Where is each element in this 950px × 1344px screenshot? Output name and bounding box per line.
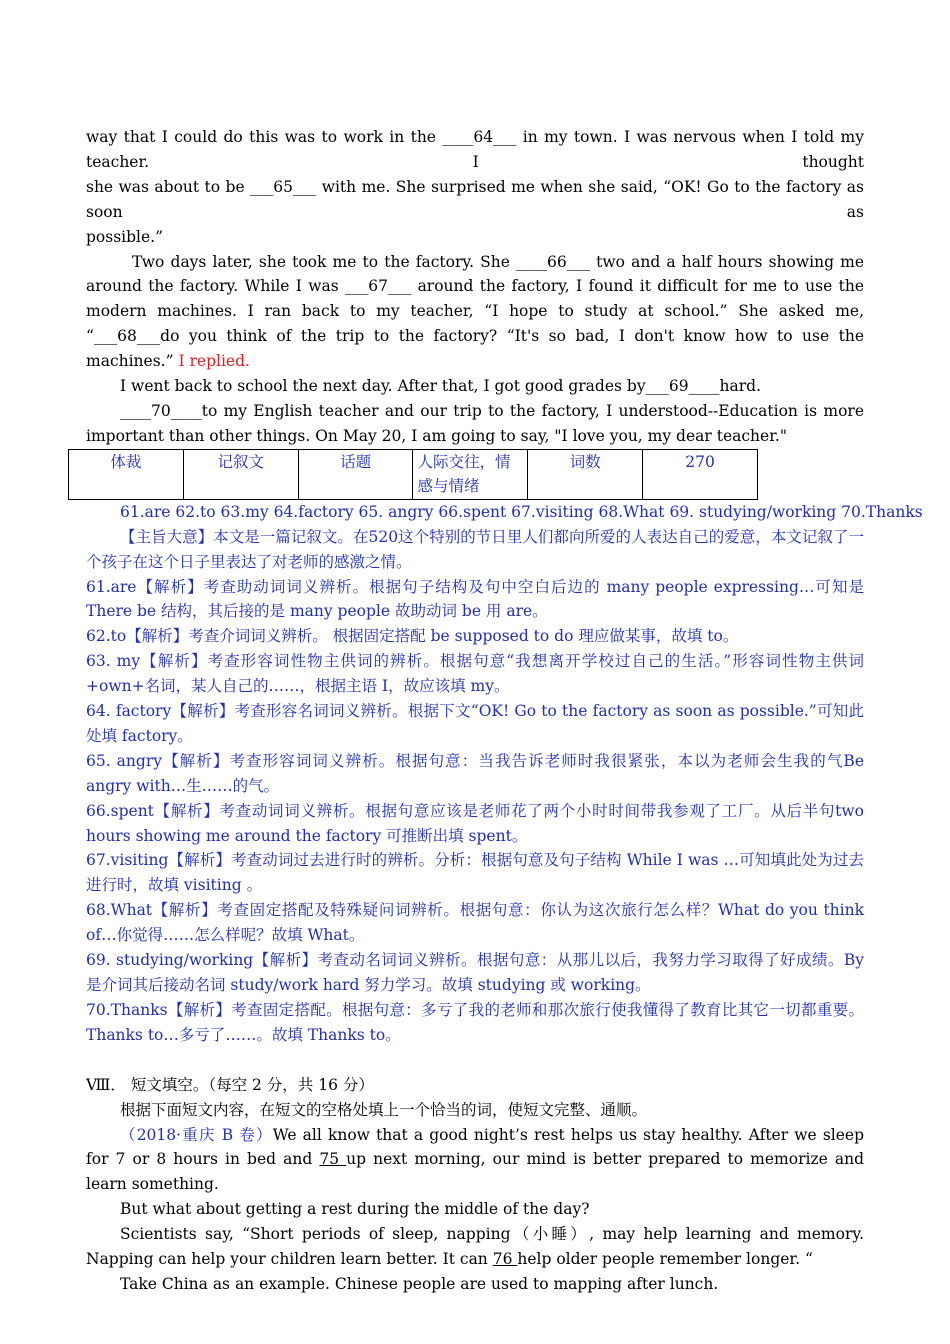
paragraph-text: Two days later, she took me to the factory. She ____66___ two and a half hours showing me around the factory. While I was ___67___ around the factory, I found it difficult for me to use the modern machines. I ran back to my teacher, “I hope to study at school.” She asked me, “___68___do you think of the trip to the factory? “It's so bad, I don't know how to use the machines.” bbox=[86, 252, 864, 371]
section-viii bbox=[86, 1073, 864, 1297]
passage-line: possible.” bbox=[86, 227, 164, 246]
analysis-item: 65. angry【解析】考查形容词词义辨析。根据句意：当我告诉老师时我很紧张，本以为老师会生我的气Be angry with…生……的气。 bbox=[86, 751, 864, 795]
table-cell-wordcount-label: 词数 bbox=[528, 449, 643, 499]
analysis-summary: 【主旨大意】本文是一篇记叙文。在520这个特别的节日里人们都向所爱的人表达自己的爱意，本文记叙了一个孩子在这个日子里表达了对老师的感激之情。 bbox=[86, 527, 864, 571]
analysis-item: 64. factory【解析】考查形容名词词义辨析。根据下文“OK! Go to the factory as soon as possible.”可知此处填 factory。 bbox=[86, 702, 864, 745]
analysis-item: 67.visiting【解析】考查动词过去进行时的辨析。分析：根据句意及句子结构 While I was …可知填此处为过去进行时，故填 visiting 。 bbox=[86, 851, 864, 895]
section-heading: Ⅷ． 短文填空。（每空 2 分，共 16 分） bbox=[86, 1075, 374, 1094]
analysis-item: 68.What【解析】考查固定搭配及特殊疑问词辨析。根据句意：你认为这次旅行怎么样？What do you think of…你觉得……怎么样呢？故填 What。 bbox=[86, 901, 864, 945]
analysis-block bbox=[86, 525, 864, 1048]
answer-key: 61.are 62.to 63.my 64.factory 65. angry 66.spent 67.visiting 68.What 69. studying/working 70.Thanks bbox=[120, 502, 923, 521]
section-paragraph-2: But what about getting a rest during the middle of the day? bbox=[120, 1200, 590, 1219]
paragraph-text: We all know that a good night’s rest helps us stay healthy. After we sleep for 7 or 8 hours in bed and bbox=[86, 1125, 864, 1169]
paragraph-text: Scientists say, “Short periods of sleep, napping（小睡）, may help learning and memory. Napping can help your children learn better. It can bbox=[86, 1225, 864, 1269]
passage-continued bbox=[86, 125, 864, 250]
passage-paragraph-2 bbox=[86, 250, 864, 375]
table-cell-topic-label: 话题 bbox=[298, 449, 413, 499]
page-content bbox=[86, 125, 923, 1297]
section-paragraph-3 bbox=[86, 1222, 864, 1272]
analysis-item: 66.spent【解析】考查动词词义辨析。根据句意应该是老师花了两个小时时间带我参观了工厂。从后半句two hours showing me around the factory 可推断出填 spent。 bbox=[86, 801, 864, 845]
analysis-item: 62.to【解析】考查介词词义辨析。 根据固定搭配 be supposed to do 理应做某事，故填 to。 bbox=[86, 627, 739, 646]
analysis-item: 61.are【解析】考查助动词词义辨析。根据句子结构及句中空白后边的 many people expressing…可知是 There be 结构，其后接的是 many people 故助动词 be 用 are。 bbox=[86, 577, 864, 621]
red-reply-text: I replied. bbox=[178, 352, 250, 371]
analysis-item: 70.Thanks【解析】考查固定搭配。根据句意：多亏了我的老师和那次旅行使我懂得了教育比其它一切都重要。Thanks to…多亏了……。故填 Thanks to。 bbox=[86, 1000, 864, 1044]
table-cell-genre-label: 体裁 bbox=[69, 449, 184, 499]
section-instruction: 根据下面短文内容，在短文的空格处填上一个恰当的词，使短文完整、通顺。 bbox=[120, 1100, 648, 1119]
paragraph-text: up next morning, our mind is better prepared to memorize and learn something. bbox=[86, 1150, 865, 1194]
paragraph-text: help older people remember longer. “ bbox=[517, 1250, 813, 1269]
passage-info-table bbox=[68, 449, 758, 500]
section-paragraph-1 bbox=[86, 1123, 864, 1198]
section-paragraph-4: Take China as an example. Chinese people are used to mapping after lunch. bbox=[120, 1274, 719, 1293]
table-cell-genre-value: 记叙文 bbox=[183, 449, 298, 499]
passage-paragraph-3: I went back to school the next day. After that, I got good grades by___69____hard. bbox=[120, 377, 762, 396]
blank-75: 75 bbox=[319, 1150, 347, 1169]
passage-paragraph-4: ____70____to my English teacher and our trip to the factory, I understood--Education is more important than other things. On May 20, I am going to say, "I love you, my dear teacher." bbox=[86, 401, 864, 445]
table-cell-topic-value: 人际交往，情感与情绪 bbox=[413, 449, 528, 499]
analysis-item: 69. studying/working【解析】考查动名词词义辨析。根据句意：从那儿以后，我努力学习取得了好成绩。By 是介词其后接动名词 study/work hard 努力学习。故填 studying 或 working。 bbox=[86, 951, 864, 994]
analysis-item: 63. my【解析】考查形容词性物主供词的辨析。根据句意“我想离开学校过自己的生活。”形容词性物主供词+own+名词，某人自己的……，根据主语 I，故应该填 my。 bbox=[86, 652, 864, 696]
passage-line: way that I could do this was to work in the ____64___ in my town. I was nervous when I told my teacher. I thought bbox=[86, 128, 864, 171]
source-label: （2018·重庆 B 卷） bbox=[120, 1125, 273, 1144]
blank-76: 76 bbox=[492, 1250, 518, 1269]
passage-line: she was about to be ___65___ with me. She surprised me when she said, “OK! Go to the factory as soon as bbox=[86, 177, 864, 221]
table-cell-wordcount-value: 270 bbox=[643, 449, 758, 499]
